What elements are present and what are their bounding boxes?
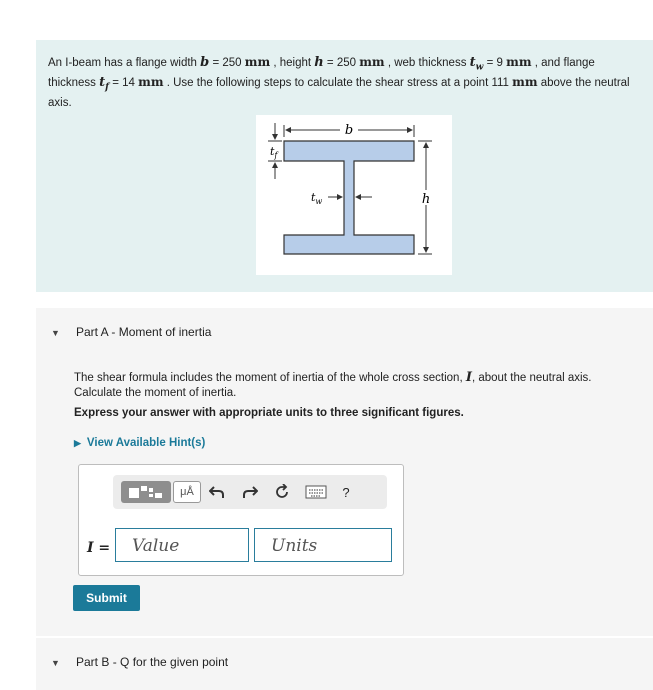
collapse-triangle-icon[interactable]: ▼: [51, 328, 60, 338]
undo-icon[interactable]: [208, 481, 226, 503]
part-b-title: Part B - Q for the given point: [76, 655, 229, 669]
collapse-triangle-icon[interactable]: ▼: [51, 658, 60, 668]
part-a-body: [36, 360, 653, 636]
expand-triangle-icon: ▶: [74, 438, 81, 448]
tf-label: $t_f$: [270, 145, 278, 160]
part-b-header[interactable]: [36, 638, 653, 690]
math-toolbar: [113, 475, 387, 509]
part-a-header[interactable]: [36, 308, 653, 360]
answer-format-note: Express your answer with appropriate units to three significant figures.: [74, 407, 464, 419]
i-beam-shape: [284, 141, 414, 254]
keyboard-icon[interactable]: [305, 481, 327, 503]
problem-panel: [36, 40, 653, 292]
tw-label: $t_w$: [311, 191, 323, 206]
answer-input-box: [78, 464, 404, 576]
part-a-instructions: The shear formula includes the moment of inertia of the whole cross section, I, about the neutral axis. Calculate the moment of inertia.: [74, 370, 592, 399]
h-label: h: [421, 192, 431, 207]
b-label: b: [344, 123, 354, 138]
templates-button[interactable]: [121, 481, 171, 503]
symbols-button[interactable]: μÅ: [173, 481, 201, 503]
submit-button[interactable]: Submit: [73, 585, 140, 611]
redo-icon[interactable]: [241, 481, 259, 503]
i-beam-figure: [256, 115, 452, 275]
variable-label: I =: [87, 540, 111, 556]
view-hints-link[interactable]: ▶ View Available Hint(s): [74, 437, 206, 449]
units-input[interactable]: Units: [254, 528, 392, 562]
reset-icon[interactable]: [273, 481, 291, 503]
i-beam-diagram: [256, 115, 452, 275]
part-a-title: Part A - Moment of inertia: [76, 325, 212, 339]
templates-icon: [126, 484, 166, 500]
help-button[interactable]: ?: [342, 484, 350, 500]
value-input[interactable]: Value: [115, 528, 249, 562]
problem-statement: An I-beam has a flange width b = 250 mm , height h = 250 mm , web thickness $t_w = 9$ mm , and flange thickness $t_f = 14$ mm . Use the following steps to calculate the shear stress at a point 111 mm above the neutral axis.: [48, 55, 630, 109]
